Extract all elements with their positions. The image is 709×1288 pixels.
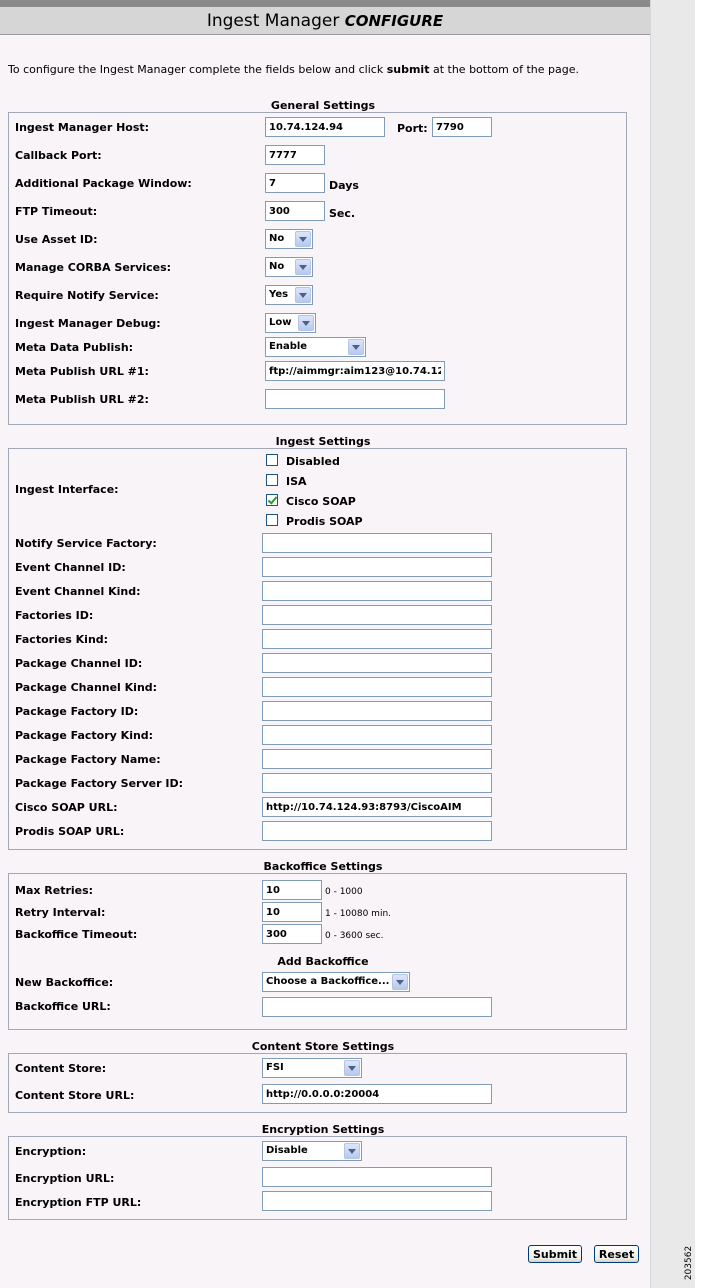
callback-port-label: Callback Port:	[15, 149, 102, 162]
meta-publish-select[interactable]	[265, 337, 366, 357]
port-input[interactable]	[432, 117, 492, 137]
backoffice-url-label: Backoffice URL:	[15, 1000, 111, 1013]
add-backoffice-title: Add Backoffice	[277, 955, 369, 968]
encryption-ftp-url-input[interactable]	[262, 1191, 492, 1211]
chevron-down-icon	[295, 259, 311, 275]
chevron-down-icon	[348, 339, 364, 355]
ingest-field-label: Factories Kind:	[15, 633, 109, 646]
content-store-url-input[interactable]	[262, 1084, 492, 1104]
ingest-field-label: Package Factory ID:	[15, 705, 139, 718]
meta-publish-value: Enable	[269, 341, 308, 352]
ftp-timeout-label: FTP Timeout:	[15, 205, 98, 218]
meta-url2-input[interactable]	[265, 389, 445, 409]
use-asset-id-label: Use Asset ID:	[15, 233, 98, 246]
debug-value: Low	[269, 317, 292, 328]
intro-bold: submit	[386, 63, 430, 76]
chevron-down-icon	[392, 974, 408, 990]
ingest-field-input[interactable]	[262, 725, 492, 745]
scrollbar[interactable]	[650, 0, 695, 1288]
page-header	[0, 0, 650, 35]
encryption-value: Disable	[266, 1145, 308, 1156]
chevron-down-icon	[344, 1143, 360, 1159]
port-label: Port:	[397, 122, 428, 135]
ingest-field-input[interactable]	[262, 557, 492, 577]
require-notify-select[interactable]	[265, 285, 313, 305]
encryption-label: Encryption:	[15, 1145, 87, 1158]
submit-button[interactable]: Submit	[528, 1245, 582, 1263]
ingest-field-input[interactable]	[262, 653, 492, 673]
content-store-value: FSI	[266, 1062, 284, 1073]
chevron-down-icon	[295, 231, 311, 247]
meta-url1-label: Meta Publish URL #1:	[15, 365, 149, 378]
ingest-interface-checkbox[interactable]	[266, 474, 278, 486]
content-store-url-label: Content Store URL:	[15, 1089, 135, 1102]
chevron-down-icon	[344, 1060, 360, 1076]
reset-button[interactable]: Reset	[594, 1245, 639, 1263]
manage-corba-label: Manage CORBA Services:	[15, 261, 172, 274]
encryption-ftp-url-label: Encryption FTP URL:	[15, 1196, 142, 1209]
ingest-interface-label: Ingest Interface:	[15, 483, 119, 496]
general-settings-title: General Settings	[270, 99, 376, 112]
intro-after: at the bottom of the page.	[429, 63, 579, 76]
backoffice-timeout-input[interactable]	[262, 924, 322, 944]
debug-select[interactable]	[265, 313, 316, 333]
ingest-field-input[interactable]	[262, 821, 492, 841]
ingest-interface-option-label: Cisco SOAP	[286, 495, 356, 508]
ingest-field-input[interactable]	[262, 749, 492, 769]
ingest-field-input[interactable]	[262, 581, 492, 601]
host-label: Ingest Manager Host:	[15, 121, 150, 134]
use-asset-id-select[interactable]	[265, 229, 313, 249]
ingest-field-label: Package Factory Kind:	[15, 729, 154, 742]
ingest-field-input[interactable]	[262, 701, 492, 721]
ingest-field-label: Prodis SOAP URL:	[15, 825, 125, 838]
ingest-field-label: Package Channel ID:	[15, 657, 143, 670]
chevron-down-icon	[298, 315, 314, 331]
content-store-settings-title: Content Store Settings	[251, 1040, 395, 1053]
ingest-interface-option-label: ISA	[286, 475, 307, 488]
max-retries-range: 0 - 1000	[325, 887, 363, 897]
backoffice-url-input[interactable]	[262, 997, 492, 1017]
encryption-url-input[interactable]	[262, 1167, 492, 1187]
intro-before: To configure the Ingest Manager complete the fields below and click	[8, 63, 387, 76]
encryption-url-label: Encryption URL:	[15, 1172, 115, 1185]
meta-url1-input[interactable]	[265, 361, 445, 381]
ingest-field-label: Event Channel Kind:	[15, 585, 141, 598]
retry-interval-label: Retry Interval:	[15, 906, 106, 919]
backoffice-timeout-label: Backoffice Timeout:	[15, 928, 138, 941]
new-backoffice-value: Choose a Backoffice...	[266, 976, 390, 987]
ingest-field-input[interactable]	[262, 629, 492, 649]
ingest-interface-checkbox[interactable]	[266, 454, 278, 466]
new-backoffice-label: New Backoffice:	[15, 976, 114, 989]
use-asset-id-value: No	[269, 233, 285, 244]
retry-interval-range: 1 - 10080 min.	[325, 909, 392, 919]
ingest-interface-checkbox[interactable]	[266, 514, 278, 526]
require-notify-value: Yes	[269, 289, 289, 300]
ingest-field-input[interactable]	[262, 797, 492, 817]
backoffice-settings-title: Backoffice Settings	[263, 860, 383, 873]
ingest-field-input[interactable]	[262, 605, 492, 625]
new-backoffice-select[interactable]	[262, 972, 410, 992]
callback-port-input[interactable]	[265, 145, 325, 165]
manage-corba-value: No	[269, 261, 285, 272]
package-window-input[interactable]	[265, 173, 325, 193]
ingest-field-label: Notify Service Factory:	[15, 537, 157, 550]
require-notify-label: Require Notify Service:	[15, 289, 159, 302]
intro-text	[8, 63, 638, 76]
retry-interval-input[interactable]	[262, 902, 322, 922]
manage-corba-select[interactable]	[265, 257, 313, 277]
page-title	[0, 11, 650, 31]
figure-id	[684, 1240, 704, 1288]
chevron-down-icon	[295, 287, 311, 303]
encryption-settings-title: Encryption Settings	[261, 1123, 385, 1136]
ingest-interface-option-label: Disabled	[286, 455, 340, 468]
max-retries-label: Max Retries:	[15, 884, 94, 897]
meta-url2-label: Meta Publish URL #2:	[15, 393, 149, 406]
ingest-field-input[interactable]	[262, 533, 492, 553]
ingest-interface-option-label: Prodis SOAP	[286, 515, 363, 528]
ingest-field-input[interactable]	[262, 773, 492, 793]
max-retries-input[interactable]	[262, 880, 322, 900]
ingest-field-label: Package Factory Server ID:	[15, 777, 183, 790]
page-title-text: Ingest Manager	[206, 11, 340, 31]
figure-id-text: 203562	[684, 1245, 695, 1281]
ingest-field-label: Package Factory Name:	[15, 753, 161, 766]
ftp-timeout-input[interactable]	[265, 201, 325, 221]
meta-publish-label: Meta Data Publish:	[15, 341, 134, 354]
ingest-interface-checkbox[interactable]	[266, 494, 278, 506]
ingest-field-label: Factories ID:	[15, 609, 94, 622]
package-window-unit: Days	[329, 179, 359, 192]
ingest-field-label: Package Channel Kind:	[15, 681, 158, 694]
ingest-field-label: Cisco SOAP URL:	[15, 801, 118, 814]
content-store-select[interactable]	[262, 1058, 362, 1078]
backoffice-timeout-range: 0 - 3600 sec.	[325, 931, 384, 941]
ingest-settings-title: Ingest Settings	[275, 435, 371, 448]
package-window-label: Additional Package Window:	[15, 177, 192, 190]
content-store-label: Content Store:	[15, 1062, 107, 1075]
ingest-field-label: Event Channel ID:	[15, 561, 126, 574]
encryption-select[interactable]	[262, 1141, 362, 1161]
host-input[interactable]	[265, 117, 385, 137]
ftp-timeout-unit: Sec.	[329, 207, 356, 220]
ingest-field-input[interactable]	[262, 677, 492, 697]
debug-label: Ingest Manager Debug:	[15, 317, 161, 330]
page-subtitle: CONFIGURE	[344, 12, 444, 30]
